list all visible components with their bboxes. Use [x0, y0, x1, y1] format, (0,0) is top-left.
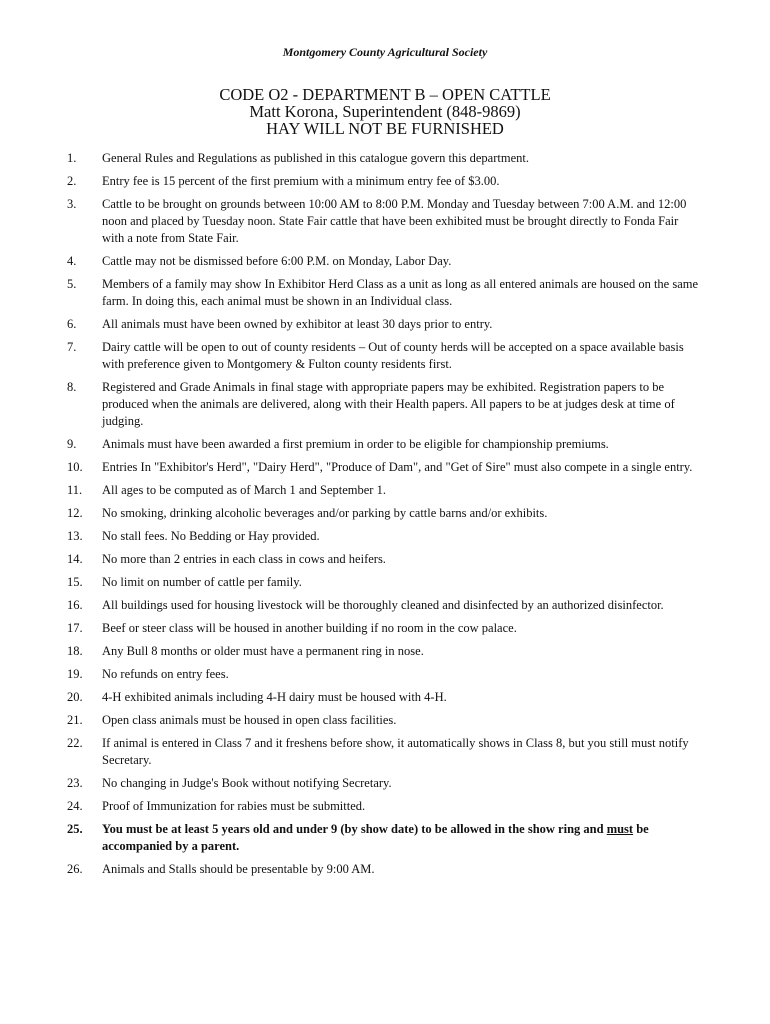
rule-text: Cattle to be brought on grounds between 10:00 AM to 8:00 P.M. Monday and Tuesday between 7:00 A.M. and 12:00 noon and placed by Tuesday noon. State Fair cattle that have been exhibited must be brought directly to Fonda Fair with a note from State Fair. — [102, 197, 687, 245]
rule-item — [0, 253, 702, 270]
rule-item — [0, 459, 702, 476]
rule-text: Animals and Stalls should be presentable by 9:00 AM. — [102, 862, 375, 876]
rule-number: 14. — [67, 552, 83, 566]
rule-item — [0, 436, 702, 453]
rule-number: 19. — [67, 667, 83, 681]
rule-text: Members of a family may show In Exhibitor Herd Class as a unit as long as all entered animals are housed on the same farm. In doing this, each animal must be shown in an Individual class. — [102, 277, 699, 308]
rule-number: 8. — [67, 380, 77, 394]
rule-text: No limit on number of cattle per family. — [102, 575, 302, 589]
rule-item — [0, 505, 702, 522]
rule-item — [0, 666, 702, 683]
rule-text: No refunds on entry fees. — [102, 667, 229, 681]
rule-text: 4-H exhibited animals including 4-H dairy must be housed with 4-H. — [102, 690, 447, 704]
rule-text: No smoking, drinking alcoholic beverages and/or parking by cattle barns and/or exhibits. — [102, 506, 548, 520]
rule-item — [0, 379, 702, 430]
rule-item-age-requirement — [0, 821, 702, 855]
rule-number: 3. — [67, 197, 77, 211]
rule-number: 22. — [67, 736, 83, 750]
rule-text: No stall fees. No Bedding or Hay provided. — [102, 529, 320, 543]
rule-number: 9. — [67, 437, 77, 451]
rule-text: Cattle may not be dismissed before 6:00 P.M. on Monday, Labor Day. — [102, 254, 452, 268]
rule-number: 20. — [67, 690, 83, 704]
rule-item — [0, 643, 702, 660]
rule-text: All ages to be computed as of March 1 and September 1. — [102, 483, 386, 497]
rule-text: Open class animals must be housed in open class facilities. — [102, 713, 397, 727]
rules-list — [0, 150, 770, 884]
rule-item — [0, 775, 702, 792]
rule-item — [0, 276, 702, 310]
rule-number: 7. — [67, 340, 77, 354]
rule-number: 23. — [67, 776, 83, 790]
rule-number: 11. — [67, 483, 83, 497]
rule-item — [0, 689, 702, 706]
rule-text: All buildings used for housing livestock will be thoroughly cleaned and disinfected by an authorized disinfector. — [102, 598, 664, 612]
rule-item — [0, 712, 702, 729]
rule-number: 17. — [67, 621, 83, 635]
rule-text-underlined: must — [606, 822, 634, 836]
rule-item — [0, 597, 702, 614]
rule-number: 18. — [67, 644, 83, 658]
rule-number: 13. — [67, 529, 83, 543]
rule-number: 5. — [67, 277, 77, 291]
rule-number: 6. — [67, 317, 77, 331]
rule-number: 4. — [67, 254, 77, 268]
rule-text: be accompanied by a parent. — [102, 822, 649, 853]
rule-item — [0, 574, 702, 591]
rule-number: 24. — [67, 799, 83, 813]
rule-text: If animal is entered in Class 7 and it freshens before show, it automatically shows in Class 8, but you still must notify Secretary. — [102, 736, 689, 767]
rule-text: No more than 2 entries in each class in cows and heifers. — [102, 552, 386, 566]
hay-notice-line: HAY WILL NOT BE FURNISHED — [266, 119, 504, 138]
rule-text: Dairy cattle will be open to out of county residents – Out of county herds will be accepted on a space available basis with preference given to Montgomery & Fulton county residents first. — [102, 340, 684, 371]
rule-text: No changing in Judge's Book without notifying Secretary. — [102, 776, 392, 790]
rule-number: 10. — [67, 460, 83, 474]
rule-item — [0, 528, 702, 545]
rule-item — [0, 150, 702, 167]
rule-text: All animals must have been owned by exhibitor at least 30 days prior to entry. — [102, 317, 493, 331]
society-name: Montgomery County Agricultural Society — [282, 45, 488, 59]
rule-item — [0, 735, 702, 769]
rule-number: 26. — [67, 862, 83, 876]
rule-item — [0, 173, 702, 190]
rule-text: Entries In "Exhibitor's Herd", "Dairy Herd", "Produce of Dam", and "Get of Sire" must also compete in a single entry. — [102, 460, 693, 474]
rule-number: 15. — [67, 575, 83, 589]
rule-item — [0, 798, 702, 815]
superintendent-line: Matt Korona, Superintendent (848-9869) — [249, 102, 521, 121]
rule-text: Registered and Grade Animals in final stage with appropriate papers may be exhibited. Registration papers to be produced when the animals are delivered, along with their Health papers. All papers to be at judges desk at time of judging. — [102, 380, 675, 428]
rule-number: 21. — [67, 713, 83, 727]
rule-text: Entry fee is 15 percent of the first premium with a minimum entry fee of $3.00. — [102, 174, 500, 188]
rule-text: Animals must have been awarded a first premium in order to be eligible for championship premiums. — [102, 437, 609, 451]
rule-item — [0, 316, 702, 333]
rule-text: Beef or steer class will be housed in another building if no room in the cow palace. — [102, 621, 517, 635]
rule-text: You must be at least 5 years old and under 9 (by show date) to be allowed in the show ring and — [102, 822, 607, 836]
rule-item — [0, 339, 702, 373]
rule-item — [0, 196, 702, 247]
rule-text: General Rules and Regulations as published in this catalogue govern this department. — [102, 151, 529, 165]
rule-item — [0, 861, 702, 878]
rule-number: 2. — [67, 174, 77, 188]
rule-number: 16. — [67, 598, 83, 612]
department-code-line: CODE O2 - DEPARTMENT B – OPEN CATTLE — [219, 85, 551, 104]
rule-number: 1. — [67, 151, 77, 165]
rule-item — [0, 482, 702, 499]
rule-number: 25. — [67, 822, 83, 836]
rule-text: Proof of Immunization for rabies must be submitted. — [102, 799, 366, 813]
rule-item — [0, 620, 702, 637]
rule-text: Any Bull 8 months or older must have a permanent ring in nose. — [102, 644, 424, 658]
rule-item — [0, 551, 702, 568]
rule-number: 12. — [67, 506, 83, 520]
department-heading — [0, 86, 770, 137]
